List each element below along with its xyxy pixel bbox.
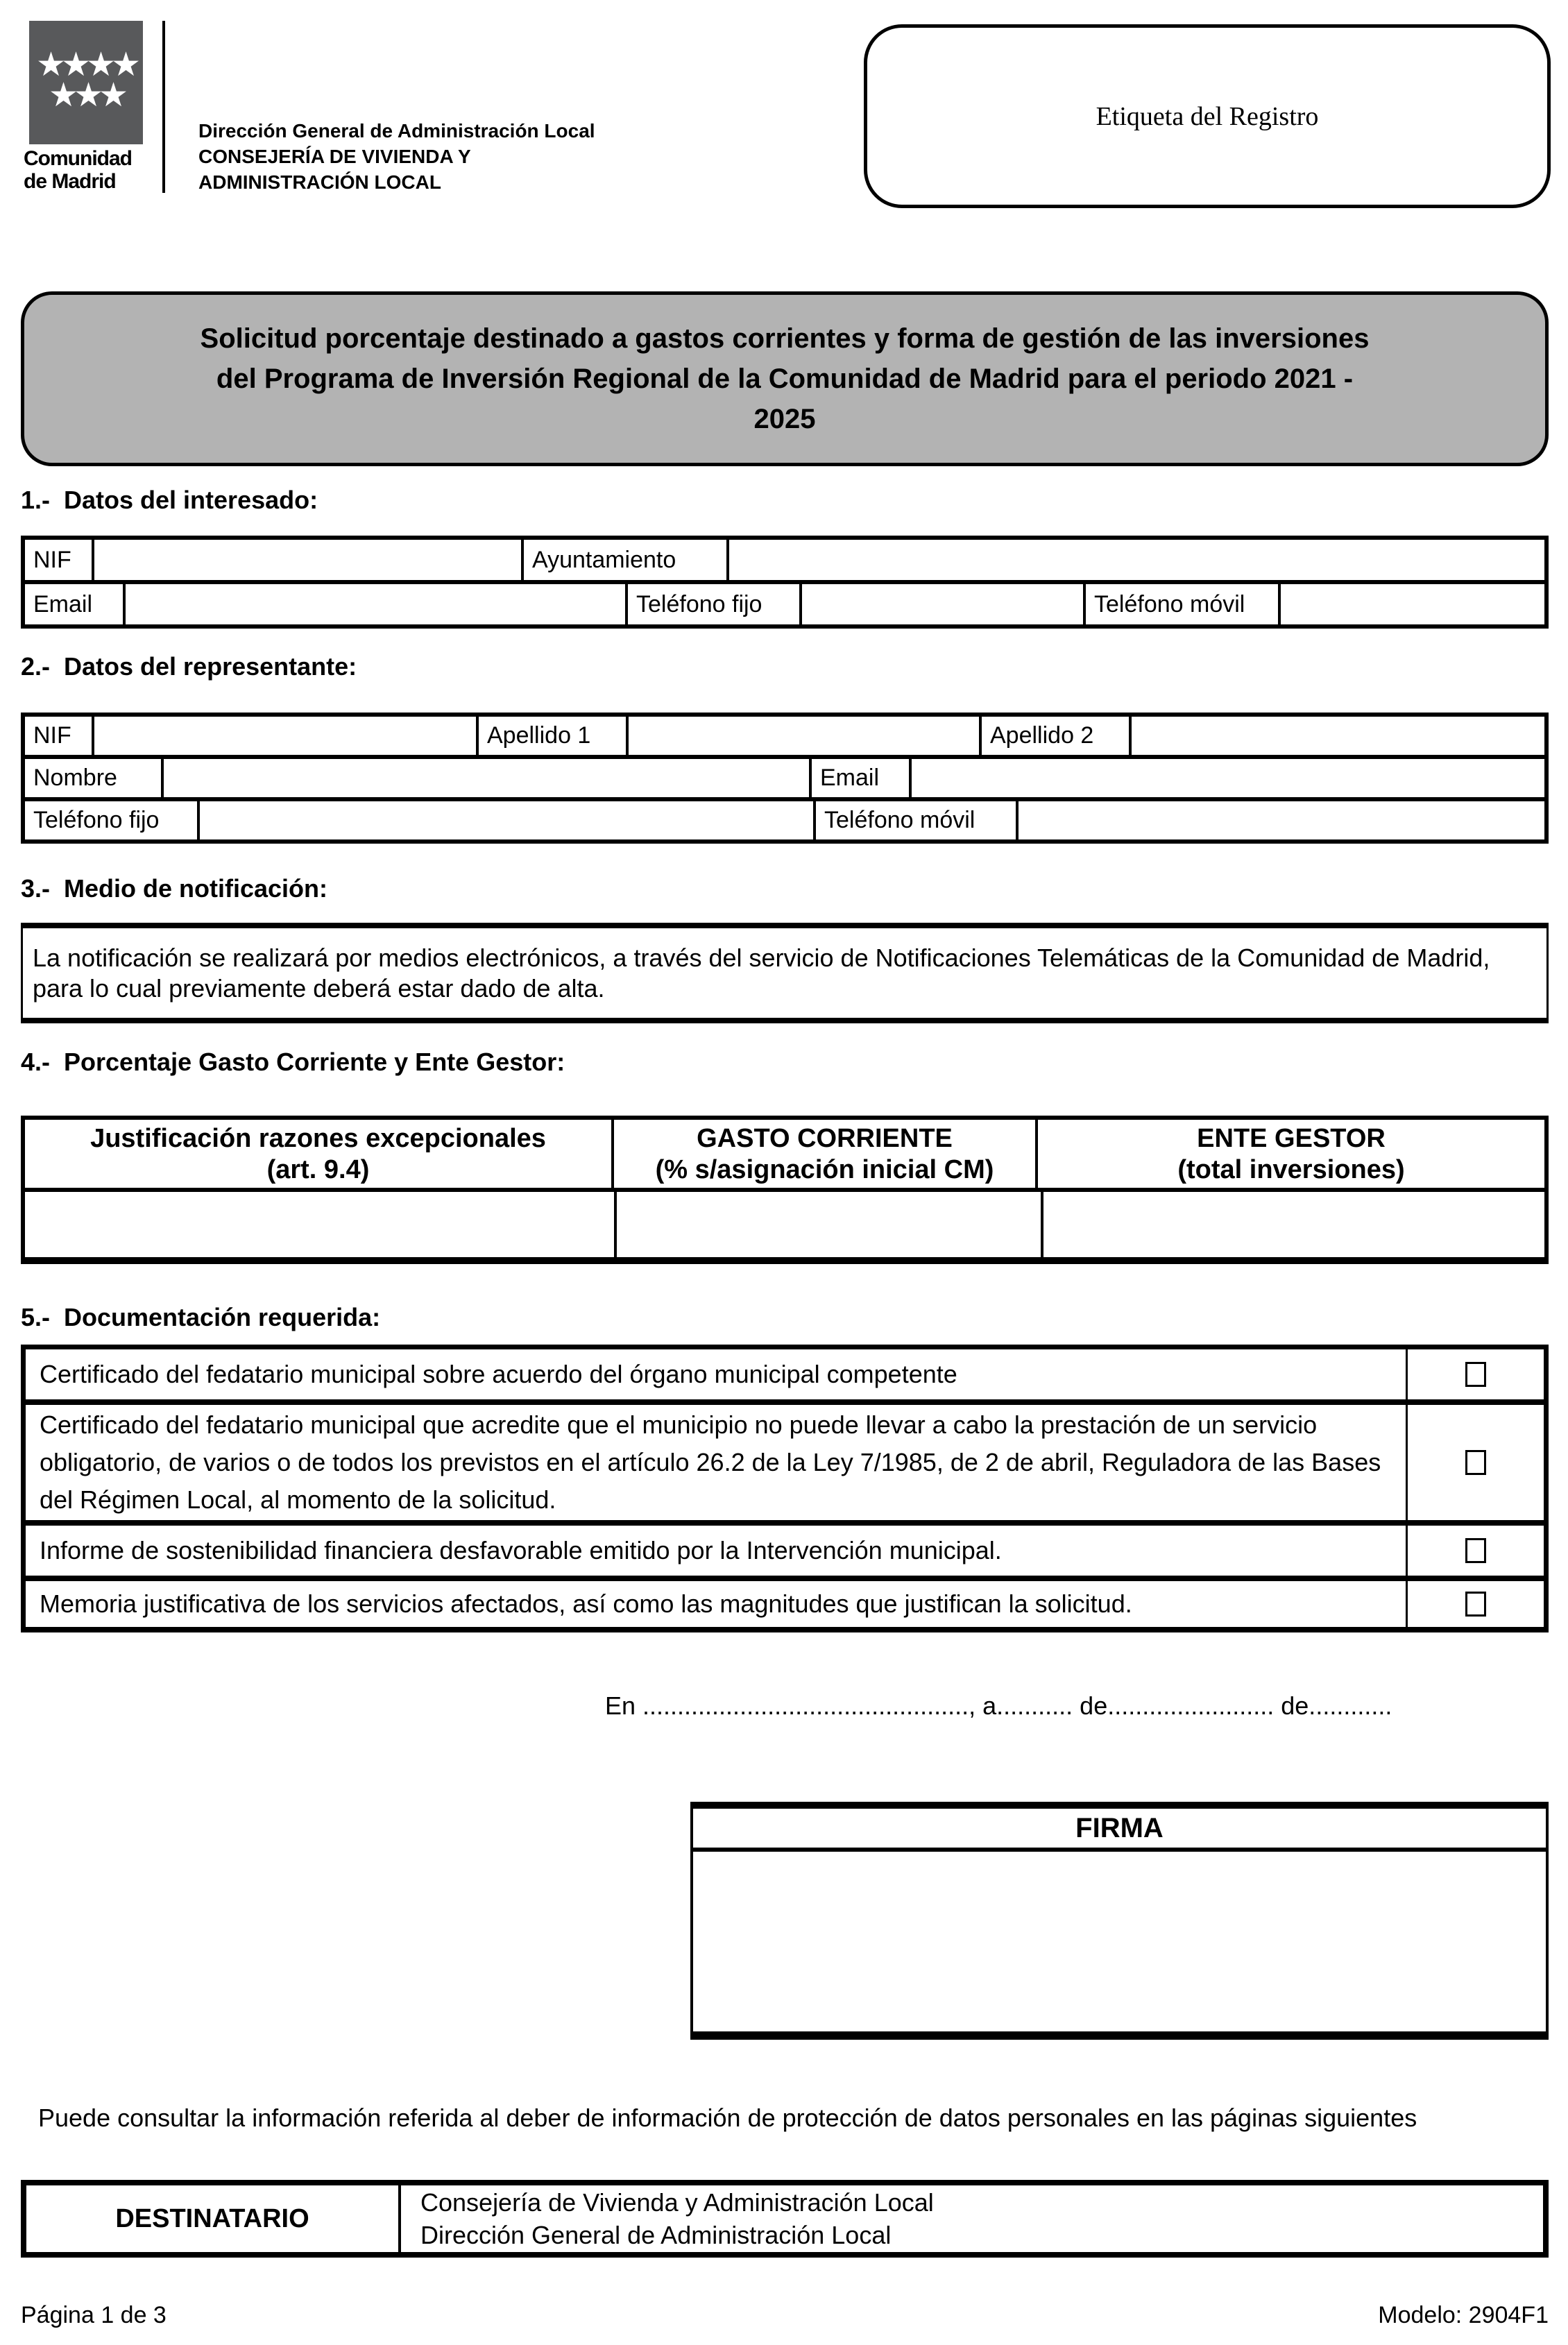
- model-number: Modelo: 2904F1: [1378, 2302, 1549, 2328]
- requirement-checkbox-4[interactable]: [1465, 1592, 1486, 1617]
- representante-apellido2-label: Apellido 2: [979, 717, 1132, 755]
- interesado-ayuntamiento-label: Ayuntamiento: [521, 540, 729, 580]
- destinatario-table: [21, 2180, 1549, 2258]
- destinatario-label: DESTINATARIO: [26, 2185, 401, 2252]
- doc-item-text: Informe de sostenibilidad financiera desfavorable emitido por la Intervención municipal.: [40, 1536, 1002, 1564]
- section-4-heading: [21, 1048, 565, 1077]
- signature-box: [690, 1802, 1549, 2040]
- interesado-ayuntamiento-input[interactable]: [729, 540, 1544, 580]
- representante-email-label: Email: [809, 759, 912, 797]
- logo-caption: [24, 147, 162, 193]
- department-line2: CONSEJERÍA DE VIVIENDA Y: [198, 146, 471, 167]
- logo-caption-line1: Comunidad: [24, 147, 132, 170]
- doc-item-checkbox-cell: [1406, 1349, 1544, 1399]
- representante-table: [21, 713, 1549, 844]
- documentacion-table: [21, 1345, 1549, 1632]
- col-gasto-corriente-line2: (% s/asignación inicial CM): [655, 1155, 994, 1184]
- page-number: Página 1 de 3: [21, 2302, 167, 2328]
- section-1-title: Datos del interesado:: [64, 486, 318, 514]
- department-line1: Dirección General de Administración Local: [198, 120, 595, 142]
- section-3-number: 3.-: [21, 874, 51, 903]
- doc-item-text: Memoria justificativa de los servicios afectados, así como las magnitudes que justifican la solicitud.: [40, 1589, 1132, 1618]
- representante-nombre-input[interactable]: [164, 759, 809, 797]
- interesado-telefono-fijo-label: Teléfono fijo: [625, 584, 802, 624]
- representante-apellido1-input[interactable]: [629, 717, 979, 755]
- notification-note-text: La notificación se realizará por medios electrónicos, a través del servicio de Notificaciones Telemáticas de la Comunidad de Madrid, para lo cual previamente deberá estar dado de alta.: [33, 943, 1490, 1003]
- interesado-table: [21, 536, 1549, 629]
- section-4-title: Porcentaje Gasto Corriente y Ente Gestor:: [64, 1048, 565, 1076]
- place-and-date-line: En ..............................................., a........... de........................ de............: [605, 1691, 1392, 1720]
- col-justificacion-line1: Justificación razones excepcionales: [90, 1124, 546, 1153]
- interesado-telefono-movil-input[interactable]: [1281, 584, 1544, 624]
- logo-caption-line2: de Madrid: [24, 170, 116, 193]
- col-ente-gestor-line2: (total inversiones): [1177, 1155, 1405, 1184]
- comunidad-madrid-logo: [29, 21, 143, 144]
- department-heading: [198, 118, 595, 195]
- destinatario-line2: Dirección General de Administración Local: [420, 2221, 892, 2249]
- representante-nif-label: NIF: [25, 717, 94, 755]
- gasto-corriente-input[interactable]: [617, 1192, 1043, 1257]
- justificacion-input[interactable]: [25, 1192, 617, 1257]
- representante-nombre-label: Nombre: [25, 759, 164, 797]
- doc-item-text: Certificado del fedatario municipal sobre acuerdo del órgano municipal competente: [40, 1360, 957, 1388]
- section-5-number: 5.-: [21, 1303, 51, 1331]
- representante-telefono-fijo-label: Teléfono fijo: [25, 801, 200, 839]
- col-justificacion-line2: (art. 9.4): [266, 1155, 370, 1184]
- doc-item-checkbox-cell: [1406, 1405, 1544, 1520]
- ente-gestor-input[interactable]: [1043, 1192, 1544, 1257]
- section-1-heading: [21, 486, 318, 515]
- section-5-title: Documentación requerida:: [64, 1303, 381, 1331]
- destinatario-body: [401, 2185, 1543, 2252]
- doc-item-checkbox-cell: [1406, 1526, 1544, 1576]
- signature-area[interactable]: [693, 1852, 1546, 2031]
- col-ente-gestor-line1: ENTE GESTOR: [1197, 1124, 1386, 1153]
- interesado-email-label: Email: [25, 584, 126, 624]
- star-emblem-row-top: ★★★★: [35, 46, 137, 83]
- section-2-number: 2.-: [21, 652, 51, 681]
- interesado-nif-input[interactable]: [94, 540, 521, 580]
- requirement-checkbox-1[interactable]: [1465, 1362, 1486, 1387]
- form-title-box: [21, 291, 1549, 466]
- interesado-nif-label: NIF: [25, 540, 94, 580]
- requirement-checkbox-2[interactable]: [1465, 1450, 1486, 1475]
- section-1-number: 1.-: [21, 486, 51, 514]
- star-emblem-row-bottom: ★★★: [48, 77, 124, 114]
- notification-note-box: [21, 923, 1549, 1023]
- department-line3: ADMINISTRACIÓN LOCAL: [198, 171, 441, 193]
- col-gasto-corriente-header: [614, 1120, 1038, 1188]
- section-5-heading: [21, 1303, 380, 1332]
- col-ente-gestor-header: [1038, 1120, 1544, 1188]
- section-2-heading: [21, 652, 357, 681]
- representante-telefono-fijo-input[interactable]: [200, 801, 813, 839]
- section-4-number: 4.-: [21, 1048, 51, 1076]
- representante-email-input[interactable]: [912, 759, 1544, 797]
- representante-telefono-movil-input[interactable]: [1019, 801, 1544, 839]
- section-3-title: Medio de notificación:: [64, 874, 328, 903]
- destinatario-line1: Consejería de Vivienda y Administración Local: [420, 2188, 934, 2217]
- header-divider-line: [162, 21, 165, 193]
- representante-apellido2-input[interactable]: [1132, 717, 1544, 755]
- col-gasto-corriente-line1: GASTO CORRIENTE: [697, 1124, 953, 1153]
- interesado-telefono-movil-label: Teléfono móvil: [1083, 584, 1281, 624]
- doc-item-checkbox-cell: [1406, 1581, 1544, 1627]
- form-title-line1: Solicitud porcentaje destinado a gastos corrientes y forma de gestión de las inversiones: [200, 323, 1370, 354]
- representante-apellido1-label: Apellido 1: [476, 717, 629, 755]
- privacy-note: Puede consultar la información referida al deber de información de protección de datos personales en las páginas siguientes: [38, 2104, 1417, 2132]
- representante-telefono-movil-label: Teléfono móvil: [813, 801, 1019, 839]
- requirement-checkbox-3[interactable]: [1465, 1538, 1486, 1563]
- registry-label-box: [864, 24, 1551, 208]
- interesado-telefono-fijo-input[interactable]: [802, 584, 1083, 624]
- col-justificacion-header: [25, 1120, 614, 1188]
- section-3-heading: [21, 874, 327, 903]
- representante-nif-input[interactable]: [94, 717, 476, 755]
- registry-label-text: Etiqueta del Registro: [1096, 101, 1319, 131]
- form-title-line2: del Programa de Inversión Regional de la Comunidad de Madrid para el periodo 2021 -: [216, 364, 1354, 394]
- form-title-line3: 2025: [753, 404, 816, 434]
- gasto-corriente-table: [21, 1116, 1549, 1264]
- section-2-title: Datos del representante:: [64, 652, 357, 681]
- doc-item-text: Certificado del fedatario municipal que acredite que el municipio no puede llevar a cabo la prestación de un servicio obligatorio, de varios o de todos los previstos en el artículo 26.2 de la Ley 7/1985, de 2 de abril, Reguladora de las Bases del Régimen Local, al momento de la solicitud.: [40, 1410, 1381, 1514]
- interesado-email-input[interactable]: [126, 584, 625, 624]
- signature-box-title: FIRMA: [693, 1809, 1546, 1852]
